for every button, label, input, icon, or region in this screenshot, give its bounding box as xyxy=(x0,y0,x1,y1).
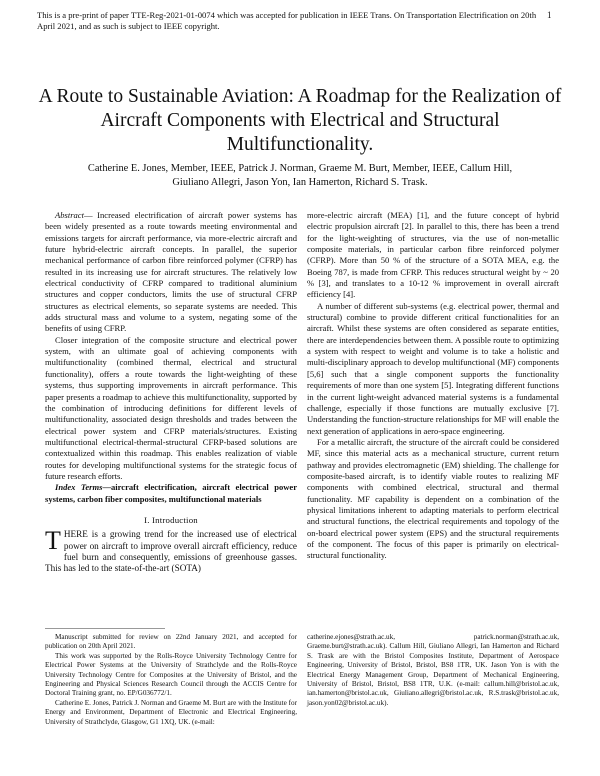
author-line-2: Giuliano Allegri, Jason Yon, Ian Hamerton, Richard S. Trask. xyxy=(172,177,428,188)
paper-title: A Route to Sustainable Aviation: A Roadmap for the Realization of Aircraft Components with Electrical and Structural Multifunctionality. xyxy=(38,86,562,155)
author-list xyxy=(40,162,560,190)
index-terms-text: —aircraft electrification, aircraft electrical power systems, carbon fiber composites, multifunctional materials xyxy=(45,482,297,504)
index-terms xyxy=(45,482,297,505)
intro-paragraph-1 xyxy=(45,526,297,574)
footnote-funding: This work was supported by the Rolls-Royce University Technology Centre for Electrical Power Systems at the University of Strathclyde and the Rolls-Royce University Technology Centre for Composites at the University of Bristol, and the Engineering and Physical Sciences Research Council through the ACCIS Centre for Doctoral Training grant, no. EP/G036772/1. xyxy=(45,651,297,698)
footnotes-left xyxy=(45,633,297,727)
left-column xyxy=(45,210,297,575)
index-terms-label: Index Terms xyxy=(55,482,103,493)
preprint-notice: This is a pre-print of paper TTE-Reg-2021-01-0074 which was accepted for publication in IEEE Trans. On Transportation Electrification on 20th April 2021, and as such is subject to IEEE copyright. xyxy=(37,10,537,31)
footnote-submission: Manuscript submitted for review on 22nd January 2021, and accepted for publication on 20th April 2021. xyxy=(45,633,297,651)
drop-cap: T xyxy=(45,526,61,556)
right-column xyxy=(307,210,559,562)
abstract-paragraph-2: Closer integration of the composite structure and electrical power system, with an ultimate goal of achieving components with multifunctionality (combined thermal, electrical and structural functionality), offers a route towards the light-weighting of these systems, thus supporting improvements in aircraft performance. This paper presents a roadmap to achieve this multifunctionality, supported by the combination of introducing definitions for different levels of multifunctionality, associated design thresholds and trades between the electrical power system and CFRP materials/structures. Existing multifunctional electrical-thermal-structural CFRP-based solutions are contextualized within this roadmap. This enables realization of viable routes for developing multifunctional systems for the strategic focus of future research efforts. xyxy=(45,334,297,481)
footnote-affiliation: Catherine E. Jones, Patrick J. Norman and Graeme M. Burt are with the Institute for Energy and Environment, Department of Electronic and Electrical Engineering, University of Strathclyde, Glasgow, G1 1XQ, UK. (e-mail: xyxy=(45,698,297,726)
abstract-label: Abstract xyxy=(55,210,84,220)
footnotes-right xyxy=(307,633,559,708)
page-number: 1 xyxy=(547,10,552,20)
abstract-paragraph-1 xyxy=(45,210,297,335)
body-paragraph-2: A number of different sub-systems (e.g. electrical power, thermal and structural) combine to provide different critical functionalities for an aircraft. Whilst these systems are often considered as separate entities, there are interdependencies between them. A possible route to optimizing a system with respect to weight and volume is to take a holistic and multi-disciplinary approach to develop multifunctional (MF) components [5,6] such that a single component supports the functionality requirements of more than one system [5]. Integrating different functions in the current light-weight advanced material systems is a fundamental challenge, especially if those functions are mutually exclusive [7]. Understanding the function-structure relationships for MF will enable the next generation of applications in aero-space engineering. xyxy=(307,300,559,436)
intro-text-1: HERE is a growing trend for the increased use of electrical power on aircraft to improve overall aircraft efficiency, reduce fuel burn and consequently, emissions of greenhouse gasses. This has led to the state-of-the-art (SOTA) xyxy=(45,529,297,574)
footnote-divider xyxy=(45,628,165,629)
footnote-emails: catherine.ejones@strath.ac.uk, patrick.norman@strath.ac.uk, Graeme.burt@strath.ac.uk). Callum Hill, Giuliano Allegri, Ian Hamerton and Richard S. Trask are with the Bristol Composites Institute, Department of Aerospace Engineering, University of Bristol, Bristol, BS8 1TR, UK. Jason Yon is with the Electrical Energy Management Group, Department of Mechanical Engineering, University of Bristol, Bristol, BS8 1TR, U.K. (e-mail: callum.hill@bristol.ac.uk, ian.hamerton@bristol.ac.uk, Giuliano.allegri@bristol.ac.uk, R.S.trask@bristol.ac.uk, jason.yon02@bristol.ac.uk). xyxy=(307,633,559,707)
body-paragraph-1: more-electric aircraft (MEA) [1], and the future concept of hybrid electric propulsion aircraft [2]. In parallel to this, there has been a trend for the light-weighting of structures, via the use of non-metallic composite materials, in particular carbon fibre reinforced polymer (CFRP). More than 50 % of the structure of a SOTA MEA, e.g. the Boeing 787, is made from CFRP. This reduces structural weight by ~ 20 % [3], and translates to a 10-12 % improvement in overall aircraft efficiency [4]. xyxy=(307,210,559,300)
abstract-text-1: — Increased electrification of aircraft power systems has been widely presented as a route towards meeting environmental and emissions targets for aircraft performance, via more-electric aircraft and future hybrid-electric aircraft concepts. In parallel, the superior mechanical performance of carbon fibre reinforced polymer (CFRP) has resulted in its increasing use for aircraft structures. The relatively low electrical conductivity of CFRP compared to traditional aluminium structures and copper conductors, limits the use of structural CFRP structures as electrical elements, so separate systems are needed. This adds structural mass and volume to a system, negating some of the benefits of using CFRP. xyxy=(45,210,297,334)
section-heading-introduction: I. Introduction xyxy=(144,514,198,525)
body-paragraph-3: For a metallic aircraft, the structure of the aircraft could be considered MF, since this material acts as a mechanical structure, current return pathway and provides electromagnetic (EM) shielding. The challenge for composite-based aircraft, is to identify viable routes to realizing MF components with combined electrical, structural and thermal functionality. MF capability is dependent on a combination of the physical limitations inherent to adapting materials to perform electrical and structural functions, the electrical requirements and topology of the on-board electrical power system (EPS) and the structural requirements of the component. The focus of this paper is primarily on electrical-structural functionality. xyxy=(307,436,559,561)
author-line-1: Catherine E. Jones, Member, IEEE, Patrick J. Norman, Graeme M. Burt, Member, IEEE, Callum Hill, xyxy=(87,163,513,174)
